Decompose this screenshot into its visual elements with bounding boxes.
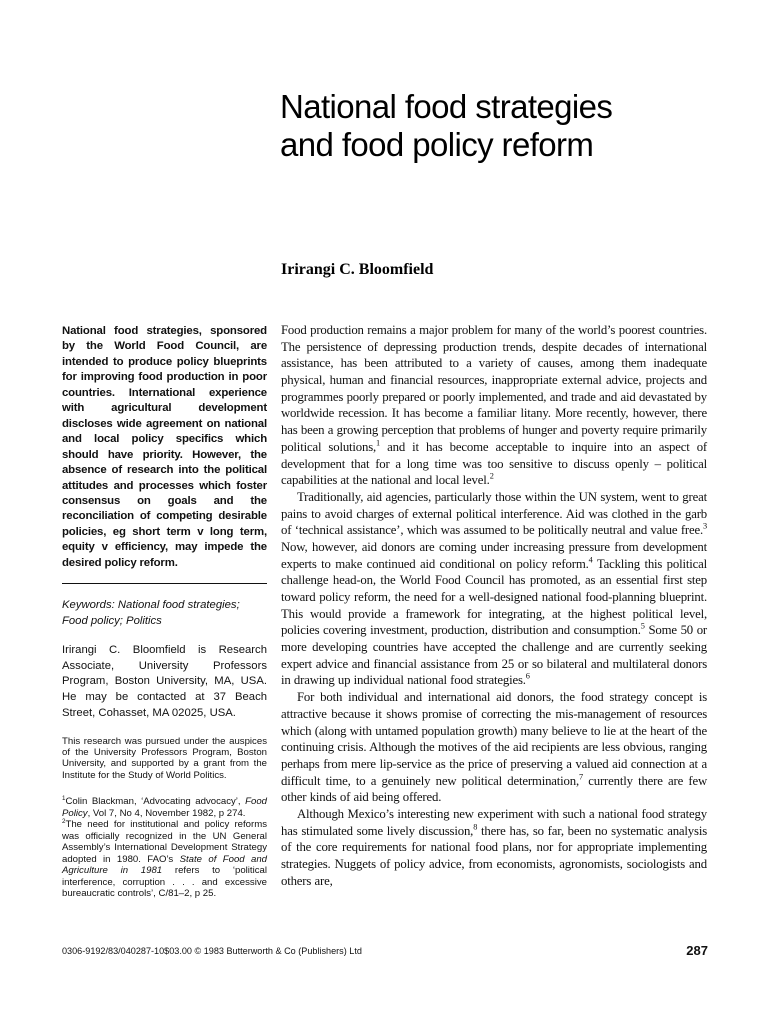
body-text: Tackling this political challenge head-on, the World Food Council has promoted, as an essential first step toward policy reform, the need for a well-designed national food-planning blueprint. This would provide a framework for integrating, at the highest political level, policies covering investment, production, distribution and consumption. xyxy=(281,556,707,638)
page-number: 287 xyxy=(686,943,708,958)
footnote-ref: 6 xyxy=(525,672,530,682)
footnote-2-report: State of Food and Agriculture in 1981 xyxy=(62,853,267,877)
body-text: Some 50 or more developing countries have accepted the challenge and are currently seeking expert advice and financial assistance from 25 or so bilateral and multilateral donors in drawing up individual national food strategies. xyxy=(281,623,708,688)
footnote-1-details: , Vol 7, No 4, November 1982, p 274. xyxy=(87,807,246,819)
footnote-1 xyxy=(62,796,267,819)
body-text: For both individual and international aid donors, the food strategy concept is attractive because it shows promise of correcting the mis-management of resources which (along with untamed population growth) many believe to lie at the heart of the continuing crisis. Although the motives of the aid recipients are less obvious, ranging perhaps from mere lip-service as the price of preserving a valued aid connection at a difficult time, to a genuinely new political determination, xyxy=(281,690,707,788)
page-footer xyxy=(62,943,708,958)
body-text: Now, however, aid donors are coming under increasing pressure from development experts to make continued aid conditional on policy reform. xyxy=(281,539,707,571)
copyright-citation: 0306-9192/83/040287-10$03.00 © 1983 Butterworth & Co (Publishers) Ltd xyxy=(62,946,362,956)
footnote-2-mark: 2 xyxy=(62,818,66,826)
body-text: there has, so far, been no systematic analysis of the core requirements for national food plans, nor for appropriate implementing strategies. Nuggets of policy advice, from economists, agronomists, sociologists and others are, xyxy=(281,823,707,888)
footnote-1-journal: Food Policy xyxy=(62,796,267,819)
body-text: currently there are few other kinds of aid being offered. xyxy=(281,773,708,805)
footnote-ref: 2 xyxy=(489,471,494,481)
body-text: Food production remains a major problem for many of the world’s poorest countries. The persistence of depressing production trends, despite decades of international assistance, has been attributed to a variety of causes, among them inadequate physical, human and financial resources, inappropriate external advice, projects and programmes poorly prepared or poorly implemented, and trade and aid devastated by worldwide recession. It has become a familiar litany. More recently, however, there has been a growing perception that problems of hunger and poverty require primarily political solutions, xyxy=(281,323,707,454)
footnote-ref: 8 xyxy=(473,822,478,832)
footnote-2 xyxy=(62,819,267,900)
body-paragraph-4 xyxy=(281,806,707,889)
footnote-2-text: The need for institutional and policy reforms was officially recognized in the UN General Assembly’s International Development Strategy adopted in 1980. FAO’s xyxy=(62,819,267,865)
research-support-note: This research was pursued under the auspices of the University Professors Program, Boston University, and supported by a grant from the Institute for the Study of World Politics. xyxy=(62,735,267,781)
article-title xyxy=(280,88,740,164)
footnote-1-mark: 1 xyxy=(62,795,66,803)
title-line-2: and food policy reform xyxy=(280,126,594,163)
footnote-ref: 5 xyxy=(640,622,645,632)
sidebar xyxy=(62,324,267,900)
footnote-2-details: refers to ‘political interference, corruption . . . and excessive bureaucratic controls’, C/81–2, p 25. xyxy=(62,865,267,900)
footnote-1-text: Colin Blackman, ‘Advocating advocacy’, xyxy=(65,796,246,808)
divider xyxy=(62,583,267,584)
body-paragraph-3 xyxy=(281,689,707,806)
keywords: Keywords: National food strategies; Food policy; Politics xyxy=(62,599,240,627)
footnote-ref: 4 xyxy=(588,555,593,565)
abstract: National food strategies, sponsored by the World Food Council, are intended to produce policy blueprints for improving food production in poor countries. International experience with agricultural development discloses wide agreement on national and local policy specifics which should have priority. However, the absence of research into the political attitudes and processes which foster consensus on goals and the reconciliation of competing desirable policies, eg short term v long term, equity v efficiency, may impede the desired policy reform. xyxy=(62,325,267,569)
footnote-ref: 1 xyxy=(376,438,381,448)
body-text: and it has become acceptable to inquire into an aspect of development that for a long time was too sensitive to discuss openly – political capabilities at the national and local level. xyxy=(281,439,707,488)
footnote-ref: 3 xyxy=(703,521,707,531)
body-text: Although Mexico’s interesting new experiment with such a national food strategy has stimulated some lively discussion, xyxy=(281,806,707,838)
author-name: Irirangi C. Bloomfield xyxy=(281,261,434,278)
article-body xyxy=(281,322,707,889)
body-paragraph-1 xyxy=(281,322,707,489)
body-paragraph-2 xyxy=(281,489,707,689)
title-line-1: National food strategies xyxy=(280,88,613,125)
footnote-ref: 7 xyxy=(579,772,583,782)
author-affiliation: Irirangi C. Bloomfield is Research Associate, University Professors Program, Boston University, MA, USA. He may be contacted at 37 Beach Street, Cohasset, MA 02025, USA. xyxy=(62,644,267,719)
body-text: Traditionally, aid agencies, particularly those within the UN system, went to great pains to avoid charges of external political interference. Aid was clothed in the garb of ‘technical assistance’, which was assumed to be politically neutral and value free. xyxy=(281,489,707,538)
